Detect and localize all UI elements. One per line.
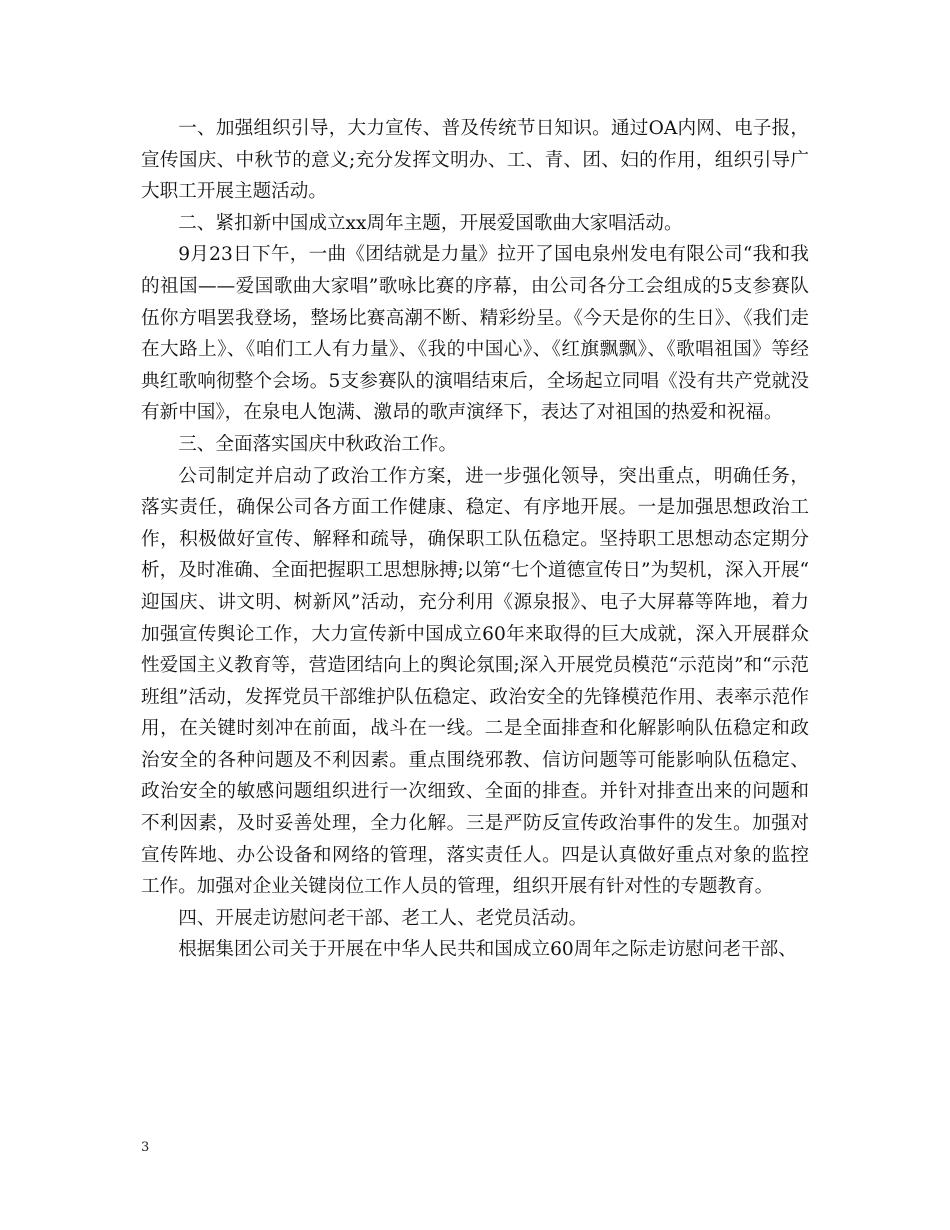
paragraph-heading-three: 三、全面落实国庆中秋政治工作。 (178, 433, 458, 455)
page-body (141, 113, 809, 966)
paragraph-singing-contest: 9月23日下午，一曲《团结就是力量》拉开了国电泉州发电有限公司“我和我的祖国——爱国歌曲大家唱”歌咏比赛的序幕，由公司各分工会组成的5支参赛队伍你方唱罢我登场，整场比赛高潮不断、精彩纷呈。《今天是你的生日》、《我们走在大路上》、《咱们工人有力量》、《我的中国心》、《红旗飘飘》、《歌唱祖国》等经典红歌响彻整个会场。5支参赛队的演唱结束后，全场起立同唱《没有共产党就没有新中国》，在泉电人饱满、激昂的歌声演绎下，表达了对祖国的热爱和祝福。 (141, 244, 809, 424)
page-number: 3 (141, 1140, 150, 1155)
paragraph-heading-two: 二、紧扣新中国成立xx周年主题，开展爱国歌曲大家唱活动。 (178, 212, 683, 234)
paragraph-section-one: 一、加强组织引导，大力宣传、普及传统节日知识。通过OA内网、电子报，宣传国庆、中秋节的意义;充分发挥文明办、工、青、团、妇的作用，组织引导广大职工开展主题活动。 (141, 118, 809, 203)
paragraph-heading-four: 四、开展走访慰问老干部、老工人、老党员活动。 (178, 907, 588, 929)
paragraph-political-work: 公司制定并启动了政治工作方案，进一步强化领导，突出重点，明确任务，落实责任，确保公司各方面工作健康、稳定、有序地开展。一是加强思想政治工作，积极做好宣传、解释和疏导，确保职工队伍稳定。坚持职工思想动态定期分析，及时准确、全面把握职工思想脉搏;以第“七个道德宣传日”为契机，深入开展“迎国庆、讲文明、树新风”活动，充分利用《源泉报》、电子大屏幕等阵地，着力加强宣传舆论工作，大力宣传新中国成立60年来取得的巨大成就，深入开展群众性爱国主义教育等，营造团结向上的舆论氛围;深入开展党员模范“示范岗”和“示范班组”活动，发挥党员干部维护队伍稳定、政治安全的先锋模范作用、表率示范作用，在关键时刻冲在前面，战斗在一线。二是全面排查和化解影响队伍稳定和政治安全的各种问题及不利因素。重点围绕邪教、信访问题等可能影响队伍稳定、政治安全的敏感问题组织进行一次细致、全面的排查。并针对排查出来的问题和不利因素，及时妥善处理，全力化解。三是严防反宣传政治事件的发生。加强对宣传阵地、办公设备和网络的管理，落实责任人。四是认真做好重点对象的监控工作。加强对企业关键岗位工作人员的管理，组织开展有针对性的专题教育。 (141, 465, 809, 898)
paragraph-visit-elders: 根据集团公司关于开展在中华人民共和国成立60周年之际走访慰问老干部、 (178, 939, 797, 961)
